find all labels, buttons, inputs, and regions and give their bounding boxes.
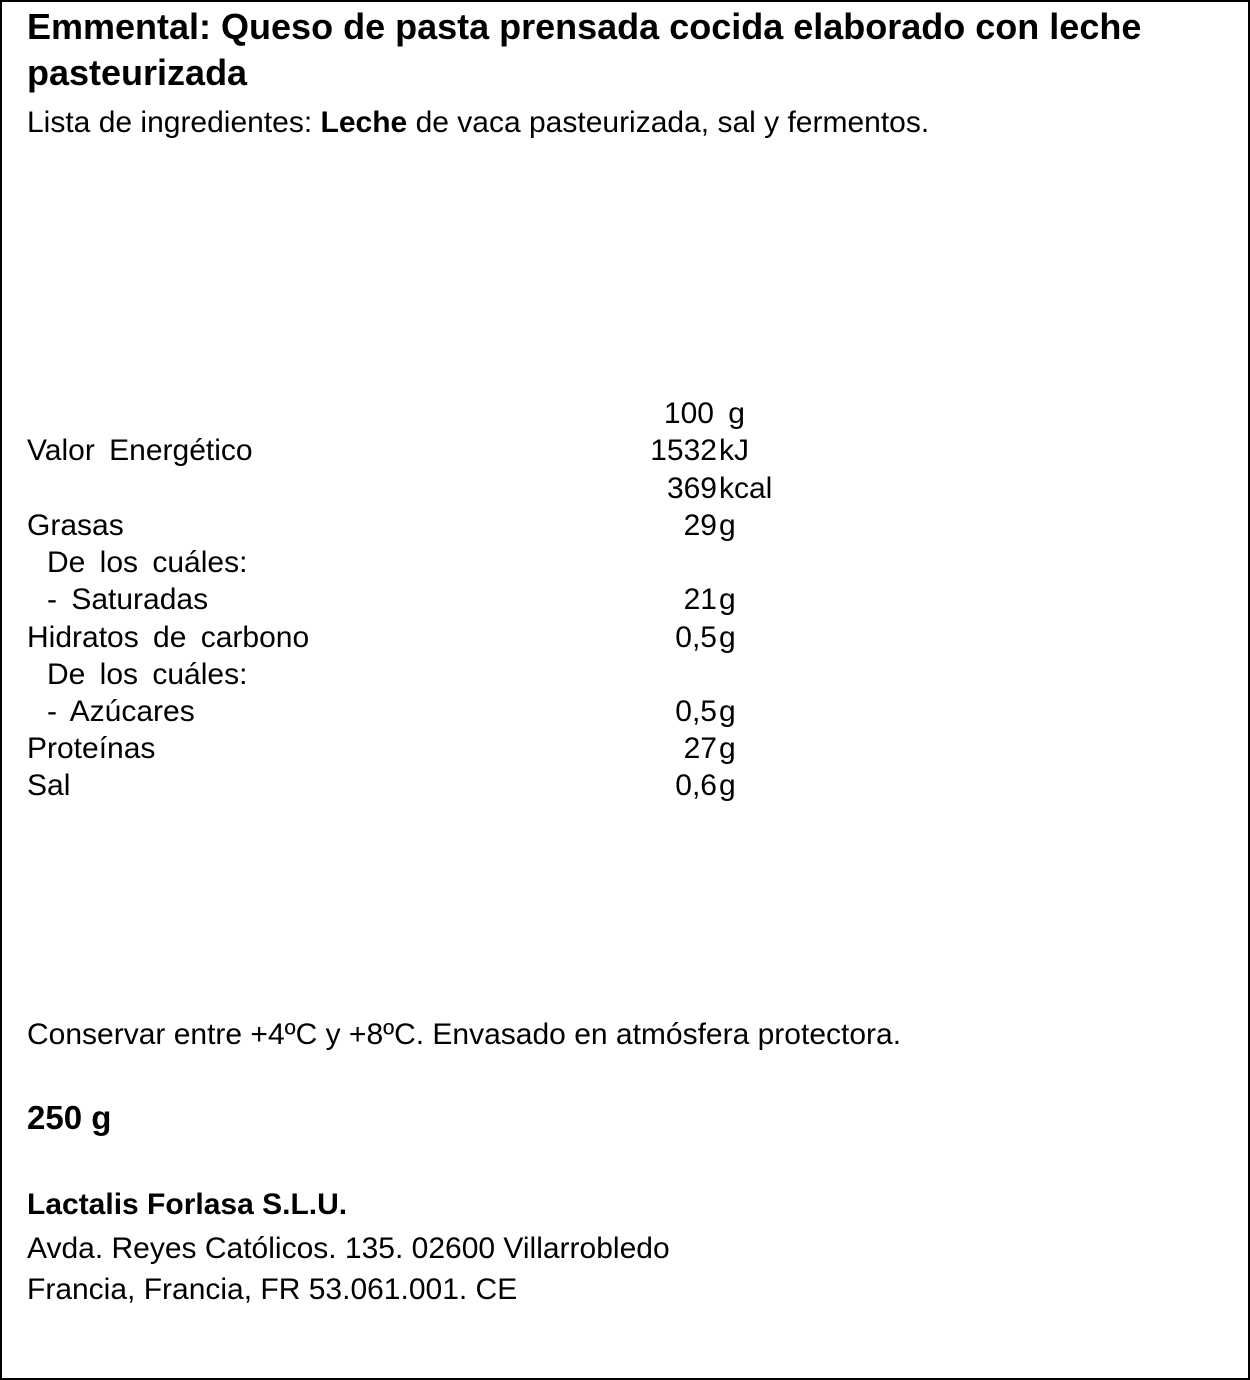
nutrient-name: Proteínas	[27, 732, 156, 765]
nutrition-row-saturated	[27, 581, 827, 618]
nutrient-value: 27	[683, 732, 717, 765]
nutrient-name: - Azúcares	[47, 695, 195, 728]
nutrient-name: Valor Energético	[27, 434, 253, 467]
nutrient-value: 21	[683, 583, 717, 616]
nutrient-value: 1532	[650, 434, 717, 467]
nutrient-value: 0,6	[675, 769, 717, 802]
nutrient-unit: g	[719, 621, 736, 654]
nutrient-unit: kJ	[719, 434, 749, 467]
nutrition-row-of-which-fat	[27, 544, 827, 581]
ingredients-rest: de vaca pasteurizada, sal y fermentos.	[407, 106, 930, 139]
company-name: Lactalis Forlasa S.L.U.	[27, 1188, 348, 1221]
company-address-line2: Francia, Francia, FR 53.061.001. CE	[27, 1273, 518, 1306]
nutrition-header-row	[27, 395, 827, 432]
ingredients-prefix: Lista de ingredientes:	[27, 106, 321, 139]
storage-instructions: Conservar entre +4ºC y +8ºC. Envasado en atmósfera protectora.	[27, 1018, 902, 1051]
nutrition-row-fat	[27, 507, 827, 544]
nutrient-name: Sal	[27, 769, 71, 802]
nutrient-value: 0,5	[675, 695, 717, 728]
nutrition-row-sugars	[27, 693, 827, 730]
company-address-line1: Avda. Reyes Católicos. 135. 02600 Villarrobledo	[27, 1232, 670, 1265]
ingredients-list	[27, 103, 929, 143]
nutrition-row-carbohydrates	[27, 619, 827, 656]
nutrient-name: De los cuáles:	[47, 546, 248, 579]
nutrient-name: - Saturadas	[47, 583, 209, 616]
nutrition-header: 100 g	[663, 397, 745, 430]
nutrition-row-of-which-carbs	[27, 656, 827, 693]
nutrition-row-protein	[27, 730, 827, 767]
nutrient-unit: g	[719, 769, 736, 802]
nutrient-value: 0,5	[675, 621, 717, 654]
nutrient-unit: g	[719, 583, 736, 616]
nutrient-unit: g	[719, 695, 736, 728]
nutrient-unit: g	[719, 732, 736, 765]
nutrition-row-salt	[27, 767, 827, 804]
nutrient-name: Hidratos de carbono	[27, 621, 310, 654]
nutrient-name: De los cuáles:	[47, 658, 248, 691]
nutrition-row-energy-kcal	[27, 470, 827, 507]
nutrient-value: 369	[666, 472, 717, 505]
product-title: Emmental: Queso de pasta prensada cocida elaborado con leche pasteurizada	[27, 6, 1142, 93]
nutrient-unit: kcal	[719, 472, 773, 505]
ingredients-allergen: Leche	[320, 106, 408, 139]
net-weight: 250 g	[27, 1099, 112, 1136]
nutrient-unit: g	[719, 509, 736, 542]
nutrient-name: Grasas	[27, 509, 124, 542]
nutrition-row-energy-kj	[27, 432, 827, 469]
nutrient-value: 29	[683, 509, 717, 542]
